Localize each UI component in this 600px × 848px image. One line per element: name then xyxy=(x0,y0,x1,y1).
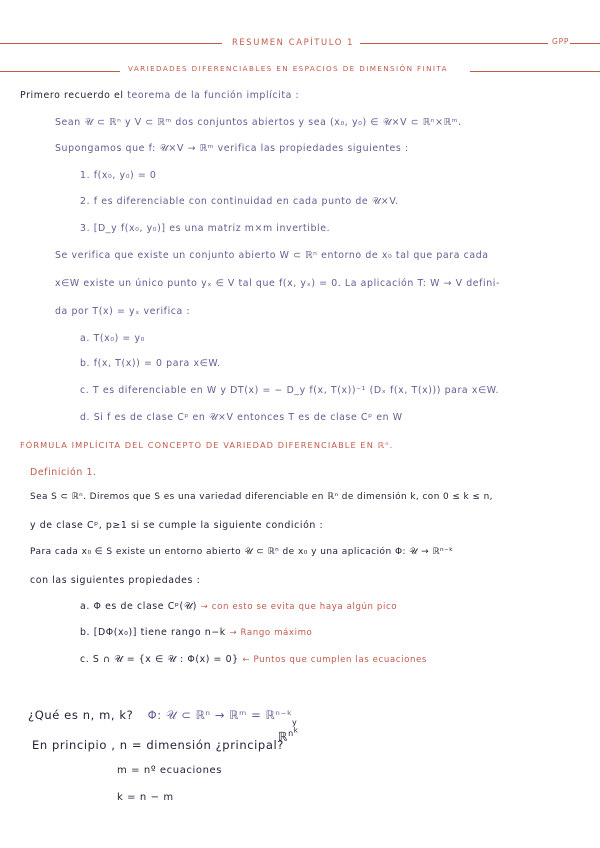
condition-b xyxy=(80,627,312,638)
question-1 xyxy=(28,708,293,723)
subtitle-rule-right xyxy=(470,71,600,72)
result-d: d. Si f es de clase Cᵖ en 𝒰×V entonces T es de clase Cᵖ en W xyxy=(80,412,403,423)
conclusion-line-1: Se verifica que existe un conjunto abierto W ⊂ ℝⁿ entorno de x₀ tal que para cada xyxy=(55,250,489,261)
theorem-name: teorema de la función implícita : xyxy=(127,90,300,101)
condition-b-note: → Rango máximo xyxy=(229,628,313,638)
r-top-label: y xyxy=(292,718,298,727)
result-a: a. T(x₀) = y₀ xyxy=(80,333,145,344)
r-exponent xyxy=(288,726,299,738)
r-symbol: ℝ xyxy=(278,729,289,744)
m-definition: m = nº ecuaciones xyxy=(117,765,223,776)
def-line-4: con las siguientes propiedades : xyxy=(30,575,201,586)
intro-line xyxy=(20,90,299,101)
def-line-2: y de clase Cᵖ, p≥1 si se cumple la siguiente condición : xyxy=(30,520,324,531)
condition-b-text: b. [DΦ(x₀)] tiene rango n−k xyxy=(80,627,226,638)
header-rule-mid xyxy=(360,43,548,44)
conclusion-line-3: da por T(x) = yₓ verifica : xyxy=(55,306,191,317)
intro-lead: Primero recuerdo el xyxy=(20,90,124,101)
conclusion-line-2: x∈W existe un único punto yₓ ∈ V tal que f(x, yₓ) = 0. La aplicación T: W → V defini- xyxy=(55,278,500,289)
subtitle-rule-left xyxy=(0,71,120,72)
result-c: c. T es diferenciable en W y DT(x) = − D_y f(x, T(x))⁻¹ (Dₓ f(x, T(x))) para x∈W. xyxy=(80,385,500,396)
r-exponent-k: k xyxy=(293,726,299,734)
condition-a-note: → con esto se evita que haya algún pico xyxy=(200,602,398,612)
def-line-1: Sea S ⊂ ℝⁿ. Diremos que S es una variedad diferenciable en ℝⁿ de dimensión k, con 0 ≤ k ≤ n, xyxy=(30,492,493,502)
condition-c-text: c. S ∩ 𝒰 = {x ∈ 𝒰 : Φ(x) = 0} xyxy=(80,654,239,665)
condition-a xyxy=(80,601,397,612)
question-2 xyxy=(32,738,284,752)
condition-c-note: ← Puntos que cumplen las ecuaciones xyxy=(242,655,427,665)
sets-line: Sean 𝒰 ⊂ ℝⁿ y V ⊂ ℝᵐ dos conjuntos abiertos y sea (x₀, y₀) ∈ 𝒰×V ⊂ ℝⁿ×ℝᵐ. xyxy=(55,117,462,128)
question-2-text: En principio , n = dimensión ¿principal? xyxy=(32,738,284,752)
definition-label: Definición 1. xyxy=(30,467,97,478)
r-exponent-n: n xyxy=(288,728,294,738)
header-title: RESUMEN CAPÍTULO 1 xyxy=(232,37,355,47)
result-b: b. f(x, T(x)) = 0 para x∈W. xyxy=(80,358,221,369)
k-definition: k = n − m xyxy=(117,792,174,803)
prop-2: 2. f es diferenciable con continuidad en cada punto de 𝒰×V. xyxy=(80,196,399,207)
header-rule-left xyxy=(0,43,222,44)
header-rule-right xyxy=(570,43,600,44)
question-1-text: ¿Qué es n, m, k? xyxy=(28,708,134,722)
section-heading: FÓRMULA IMPLÍCITA DEL CONCEPTO DE VARIEDAD DIFERENCIABLE EN ℝⁿ. xyxy=(20,440,394,450)
condition-a-text: a. Φ es de clase Cᵖ(𝒰) xyxy=(80,601,198,612)
question-1-map: Φ: 𝒰 ⊂ ℝⁿ → ℝᵐ = ℝⁿ⁻ᵏ xyxy=(147,708,293,722)
r-power-annotation xyxy=(278,718,299,744)
subtitle: VARIEDADES DIFERENCIABLES EN ESPACIOS DE DIMENSIÓN FINITA xyxy=(128,64,448,73)
prop-1: 1. f(x₀, y₀) = 0 xyxy=(80,170,157,181)
prop-3: 3. [D_y f(x₀, y₀)] es una matriz m×m invertible. xyxy=(80,223,331,234)
condition-c xyxy=(80,654,427,665)
header-author: GPP xyxy=(552,37,570,46)
def-line-3: Para cada x₀ ∈ S existe un entorno abierto 𝒰 ⊂ ℝⁿ de x₀ y una aplicación Φ: 𝒰 → ℝⁿ⁻ᵏ xyxy=(30,547,454,557)
suppose-line: Supongamos que f: 𝒰×V → ℝᵐ verifica las propiedades siguientes : xyxy=(55,143,409,154)
